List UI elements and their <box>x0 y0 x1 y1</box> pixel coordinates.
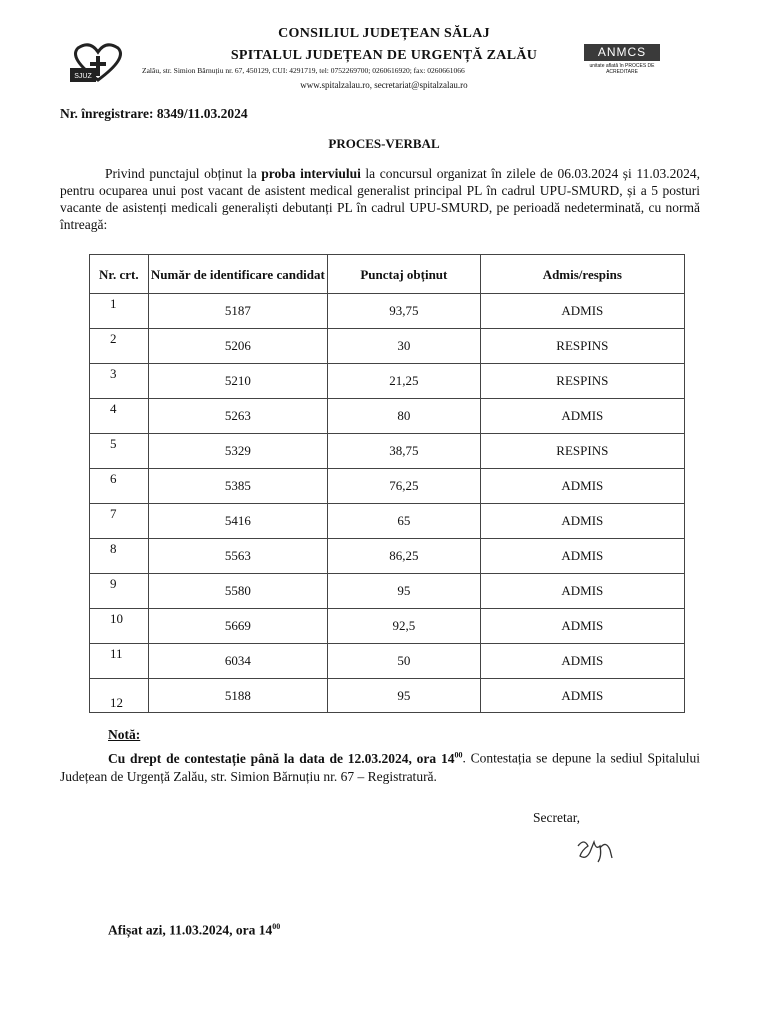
header-result: Admis/respins <box>480 255 684 294</box>
result: ADMIS <box>480 469 684 504</box>
score: 93,75 <box>328 294 481 329</box>
header-candidate-id: Număr de identificare candidat <box>148 255 327 294</box>
score: 86,25 <box>328 539 481 574</box>
score: 92,5 <box>328 609 481 644</box>
secretary-label: Secretar, <box>533 810 581 825</box>
score: 65 <box>328 504 481 539</box>
candidate-id: 5329 <box>148 434 327 469</box>
row-number: 8 <box>90 539 149 574</box>
row-number: 2 <box>90 329 149 364</box>
candidate-id: 5263 <box>148 399 327 434</box>
table-row <box>90 294 685 329</box>
secretary-signature <box>574 836 618 866</box>
score: 21,25 <box>328 364 481 399</box>
row-number: 5 <box>90 434 149 469</box>
table-row <box>90 469 685 504</box>
score: 95 <box>328 574 481 609</box>
header-score: Punctaj obținut <box>328 255 481 294</box>
candidate-id: 5669 <box>148 609 327 644</box>
result: RESPINS <box>480 364 684 399</box>
table-row <box>90 679 685 713</box>
candidate-id: 5385 <box>148 469 327 504</box>
row-number: 4 <box>90 399 149 434</box>
table-row <box>90 329 685 364</box>
table-row <box>90 539 685 574</box>
svg-text:SJUZ: SJUZ <box>74 73 92 80</box>
result: ADMIS <box>480 294 684 329</box>
posted-date: Afișat azi, 11.03.2024, ora $14^{00}$ <box>108 922 281 938</box>
intro-paragraph: Privind punctajul obținut la proba interviului la concursul organizat în zilele de 06.03.2024 și 11.03.2024, pentru ocuparea unui post vacant de asistent medical generalist principal PL în cadrul UPU-SMURD, și a 5 posturi vacante de asistenți medicali generaliști debutanți PL în cadrul UPU-SMURD, pe perioadă nedeterminată, cu normă întreagă: <box>60 166 700 232</box>
hospital-logo <box>68 42 138 84</box>
candidate-id: 5416 <box>148 504 327 539</box>
score: 30 <box>328 329 481 364</box>
row-number: 1 <box>90 294 149 329</box>
score: 38,75 <box>328 434 481 469</box>
anmcs-logo-subtext: unitate aflată în PROCES DE ACREDITARE <box>589 63 655 75</box>
header-nr: Nr. crt. <box>90 255 149 294</box>
row-number: 6 <box>90 469 149 504</box>
score: 76,25 <box>328 469 481 504</box>
results-table <box>89 254 685 713</box>
row-number: 10 <box>90 609 149 644</box>
table-header-row <box>90 255 685 294</box>
table-row <box>90 364 685 399</box>
candidate-id: 5580 <box>148 574 327 609</box>
table-row <box>90 504 685 539</box>
table-row <box>90 574 685 609</box>
result: ADMIS <box>480 609 684 644</box>
score: 95 <box>328 679 481 713</box>
hospital-address: Zalău, str. Simion Bărnuțiu nr. 67, 450129, CUI: 4291719, tel: 0752269700; 0260616920; fax: 0260661066 <box>142 66 465 75</box>
note-text: Cu drept de contestație până la data de 12.03.2024, ora $14^{00}$. Contestația se depune la sediul Spitalului Județean de Urgență Zalău, str. Simion Bărnuțiu nr. 67 – Registratură. <box>60 750 701 784</box>
council-name: CONSILIUL JUDEȚEAN SĂLAJ <box>278 26 490 41</box>
candidate-id: 5210 <box>148 364 327 399</box>
candidate-id: 5187 <box>148 294 327 329</box>
table-row <box>90 434 685 469</box>
candidate-id: 5206 <box>148 329 327 364</box>
score: 50 <box>328 644 481 679</box>
result: ADMIS <box>480 539 684 574</box>
table-row <box>90 644 685 679</box>
result: ADMIS <box>480 504 684 539</box>
row-number: 3 <box>90 364 149 399</box>
table-row <box>90 609 685 644</box>
score: 80 <box>328 399 481 434</box>
hospital-web: www.spitalzalau.ro, secretariat@spitalzalau.ro <box>300 80 468 90</box>
candidate-id: 6034 <box>148 644 327 679</box>
result: ADMIS <box>480 679 684 713</box>
anmcs-logo-text: ANMCS <box>584 44 660 61</box>
row-number: 11 <box>90 644 149 679</box>
row-number: 12 <box>90 679 149 713</box>
candidate-id: 5188 <box>148 679 327 713</box>
result: RESPINS <box>480 329 684 364</box>
table-row <box>90 399 685 434</box>
hospital-name: SPITALUL JUDEȚEAN DE URGENȚĂ ZALĂU <box>230 48 538 63</box>
document-title: PROCES-VERBAL <box>328 136 440 151</box>
row-number: 7 <box>90 504 149 539</box>
registration-number: Nr. înregistrare: 8349/11.03.2024 <box>60 106 248 121</box>
candidate-id: 5563 <box>148 539 327 574</box>
result: RESPINS <box>480 434 684 469</box>
result: ADMIS <box>480 644 684 679</box>
result: ADMIS <box>480 574 684 609</box>
result: ADMIS <box>480 399 684 434</box>
row-number: 9 <box>90 574 149 609</box>
note-heading: Notă: <box>108 727 141 742</box>
anmcs-logo <box>584 44 660 80</box>
